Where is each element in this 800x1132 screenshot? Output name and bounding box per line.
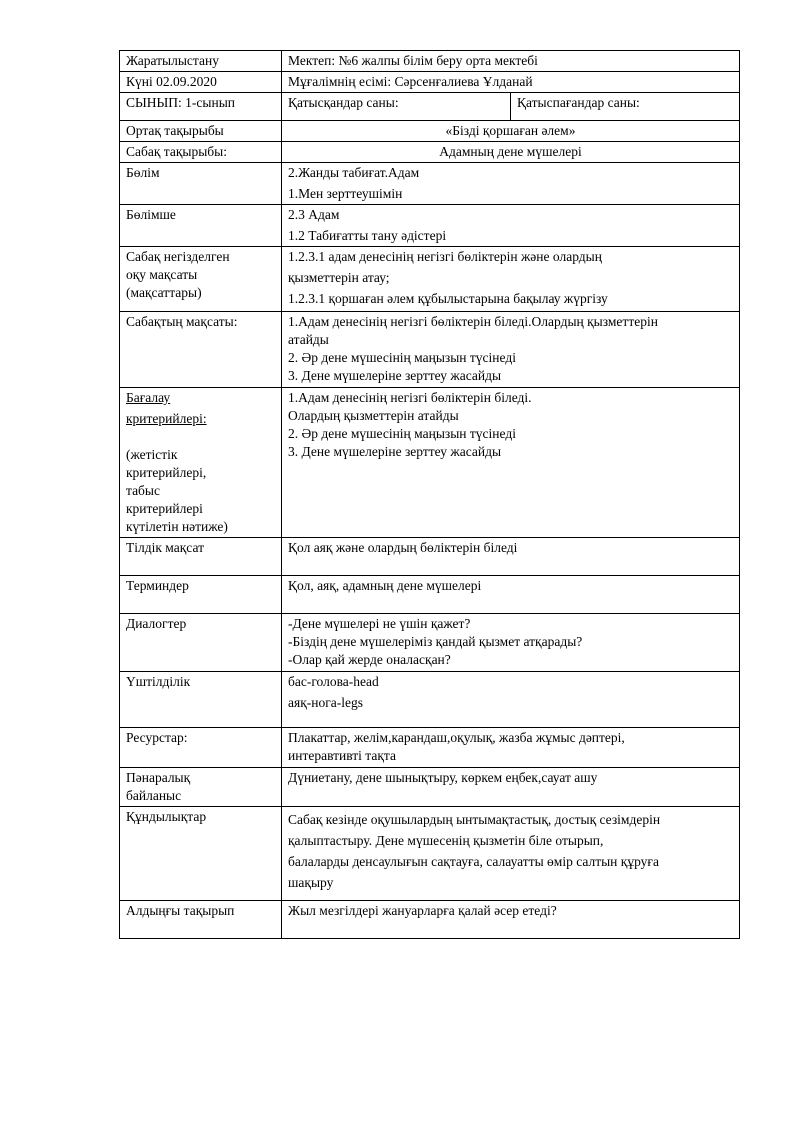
objective-line: 1.2.3.1 адам денесінің негізгі бөліктерін және олардың bbox=[288, 249, 602, 264]
trilingual-line: аяқ-нога-legs bbox=[288, 695, 364, 710]
objective-line: 1.2.3.1 қоршаған әлем құбылыстарына бақылау жүргізу bbox=[288, 291, 608, 306]
criteria-label-line: критерийлері: bbox=[126, 411, 207, 426]
lesson-goal-line: атайды bbox=[288, 332, 329, 347]
section-value bbox=[282, 163, 740, 205]
criteria-value bbox=[282, 388, 740, 538]
criteria-note-line: критерийлері bbox=[126, 501, 203, 516]
criteria-label-line: Бағалау bbox=[126, 390, 171, 405]
values-value bbox=[282, 807, 740, 901]
criteria-note-line: күтілетін нәтиже) bbox=[126, 519, 228, 534]
criteria-line: Олардың қызметтерін атайды bbox=[288, 408, 459, 423]
row-criteria bbox=[120, 388, 740, 538]
row-previous bbox=[120, 901, 740, 939]
resources-label: Ресурстар: bbox=[120, 728, 282, 768]
criteria-note-line: критерийлері, bbox=[126, 465, 207, 480]
criteria-line: 2. Әр дене мүшесінің маңызын түсінеді bbox=[288, 426, 516, 441]
dialogues-label: Диалогтер bbox=[120, 614, 282, 672]
resources-line: интеравтивті тақта bbox=[288, 748, 396, 763]
resources-value bbox=[282, 728, 740, 768]
row-values bbox=[120, 807, 740, 901]
row-date-teacher bbox=[120, 72, 740, 93]
absent-cell: Қатыспағандар саны: bbox=[511, 93, 740, 121]
values-line: қалыптастыру. Дене мүшесенің қызметін біле отырып, bbox=[288, 833, 604, 848]
row-lesson-topic bbox=[120, 142, 740, 163]
lesson-plan-table bbox=[119, 50, 740, 939]
objectives-label-line: оқу мақсаты bbox=[126, 267, 198, 282]
row-terms bbox=[120, 576, 740, 614]
values-line: Сабақ кезінде оқушылардың ынтымақтастық, достық сезімдерін bbox=[288, 812, 661, 827]
lesson-goal-label: Сабақтың мақсаты: bbox=[120, 312, 282, 388]
terms-label: Терминдер bbox=[120, 576, 282, 614]
row-section bbox=[120, 163, 740, 205]
interdisciplinary-value: Дүниетану, дене шынықтыру, көркем еңбек,сауат ашу bbox=[282, 768, 740, 807]
previous-value: Жыл мезгілдері жануарларға қалай әсер етеді? bbox=[282, 901, 740, 939]
lesson-goal-line: 1.Адам денесінің негізгі бөліктерін біледі.Олардың қызметтерін bbox=[288, 314, 658, 329]
row-lesson-goal bbox=[120, 312, 740, 388]
criteria-line: 3. Дене мүшелеріне зерттеу жасайды bbox=[288, 444, 502, 459]
row-language bbox=[120, 538, 740, 576]
row-subject-school bbox=[120, 51, 740, 72]
subsection-label: Бөлімше bbox=[120, 205, 282, 247]
row-objectives bbox=[120, 247, 740, 312]
common-topic-label: Ортақ тақырыбы bbox=[120, 121, 282, 142]
criteria-spacer bbox=[126, 428, 275, 446]
previous-label: Алдыңғы тақырып bbox=[120, 901, 282, 939]
dialogue-line: -Дене мүшелері не үшін қажет? bbox=[288, 616, 471, 631]
criteria-note-line: (жетістік bbox=[126, 447, 178, 462]
terms-value: Қол, аяқ, адамның дене мүшелері bbox=[282, 576, 740, 614]
criteria-line: 1.Адам денесінің негізгі бөліктерін біледі. bbox=[288, 390, 532, 405]
interdisciplinary-label-line: байланыс bbox=[126, 788, 182, 803]
section-line: 2.Жанды табиғат.Адам bbox=[288, 165, 420, 180]
row-interdisciplinary bbox=[120, 768, 740, 807]
trilingual-value bbox=[282, 672, 740, 728]
language-label: Тілдік мақсат bbox=[120, 538, 282, 576]
lesson-goal-line: 2. Әр дене мүшесінің маңызын түсінеді bbox=[288, 350, 516, 365]
values-line: балаларды денсаулығын сақтауға, салауатты өмір салтын құруға bbox=[288, 854, 659, 869]
row-dialogues bbox=[120, 614, 740, 672]
trilingual-label: Үштілділік bbox=[120, 672, 282, 728]
criteria-label bbox=[120, 388, 282, 538]
dialogues-value bbox=[282, 614, 740, 672]
present-cell: Қатысқандар саны: bbox=[282, 93, 511, 121]
lesson-goal-line: 3. Дене мүшелеріне зерттеу жасайды bbox=[288, 368, 502, 383]
values-label: Құндылықтар bbox=[120, 807, 282, 901]
subsection-value bbox=[282, 205, 740, 247]
class-cell: СЫНЫП: 1-сынып bbox=[120, 93, 282, 121]
trilingual-line: бас-голова-head bbox=[288, 674, 379, 689]
subject-cell: Жаратылыстану bbox=[120, 51, 282, 72]
interdisciplinary-label-line: Пәнаралық bbox=[126, 770, 191, 785]
subsection-line: 2.3 Адам bbox=[288, 207, 340, 222]
objective-line: қызметтерін атау; bbox=[288, 270, 390, 285]
resources-line: Плакаттар, желім,карандаш,оқулық, жазба жұмыс дәптері, bbox=[288, 730, 625, 745]
section-line: 1.Мен зерттеушімін bbox=[288, 186, 403, 201]
row-subsection bbox=[120, 205, 740, 247]
dialogue-line: -Олар қай жерде оналасқан? bbox=[288, 652, 451, 667]
subsection-line: 1.2 Табиғатты тану әдістері bbox=[288, 228, 447, 243]
row-trilingual bbox=[120, 672, 740, 728]
lesson-goal-value bbox=[282, 312, 740, 388]
objectives-value bbox=[282, 247, 740, 312]
common-topic-value: «Бізді қоршаған әлем» bbox=[282, 121, 740, 142]
interdisciplinary-label bbox=[120, 768, 282, 807]
objectives-label-line: Сабақ негізделген bbox=[126, 249, 230, 264]
lesson-topic-label: Сабақ тақырыбы: bbox=[120, 142, 282, 163]
section-label: Бөлім bbox=[120, 163, 282, 205]
row-class-attendance bbox=[120, 93, 740, 121]
lesson-topic-value: Адамның дене мүшелері bbox=[282, 142, 740, 163]
teacher-cell: Мұғалімнің есімі: Сәрсенғалиева Ұлданай bbox=[282, 72, 740, 93]
values-line: шақыру bbox=[288, 875, 334, 890]
row-resources bbox=[120, 728, 740, 768]
date-cell: Күні 02.09.2020 bbox=[120, 72, 282, 93]
language-value: Қол аяқ және олардың бөліктерін біледі bbox=[282, 538, 740, 576]
dialogue-line: -Біздің дене мүшелеріміз қандай қызмет атқарады? bbox=[288, 634, 583, 649]
objectives-label-line: (мақсаттары) bbox=[126, 285, 202, 300]
school-cell: Мектеп: №6 жалпы білім беру орта мектебі bbox=[282, 51, 740, 72]
objectives-label bbox=[120, 247, 282, 312]
criteria-note-line: табыс bbox=[126, 483, 160, 498]
row-common-topic bbox=[120, 121, 740, 142]
